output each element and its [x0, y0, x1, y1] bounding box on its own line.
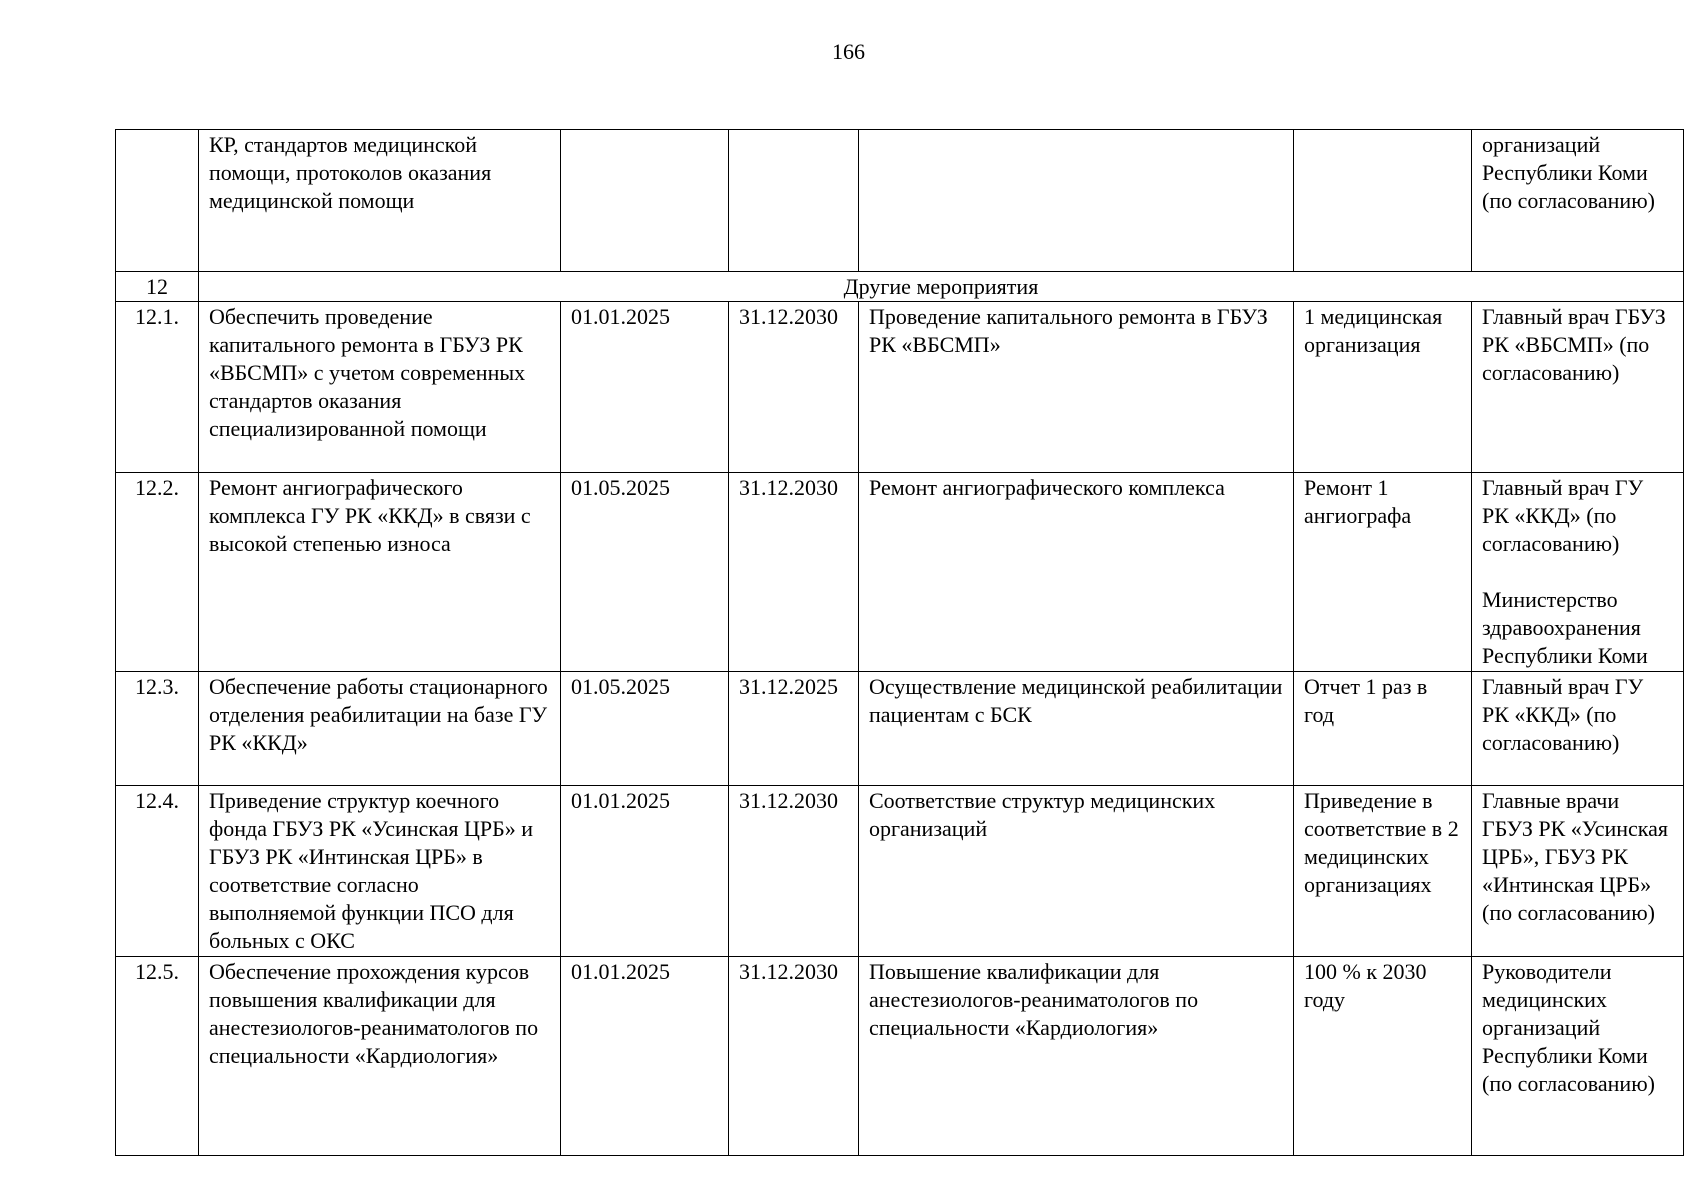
row-responsible: Главный врач ГУ РК «ККД» (по согласованию): [1472, 672, 1684, 786]
row-responsible: Руководители медицинских организаций Республики Коми (по согласованию): [1472, 957, 1684, 1156]
row-activity: Приведение структур коечного фонда ГБУЗ РК «Усинская ЦРБ» и ГБУЗ РК «Интинская ЦРБ» в соответствие согласно выполняемой функции ПСО для больных с ОКС: [199, 786, 561, 957]
row-activity: Ремонт ангиографического комплекса ГУ РК «ККД» в связи с высокой степенью износа: [199, 473, 561, 672]
row-responsible: Главные врачи ГБУЗ РК «Усинская ЦРБ», ГБУЗ РК «Интинская ЦРБ» (по согласованию): [1472, 786, 1684, 957]
continuation-activity-cell: КР, стандартов медицинской помощи, протоколов оказания медицинской помощи: [199, 130, 561, 272]
row-result: Ремонт ангиографического комплекса: [859, 473, 1294, 672]
continuation-end-cell: [729, 130, 859, 272]
section-number: 12: [116, 272, 199, 302]
row-end-date: 31.12.2030: [729, 786, 859, 957]
table-row: [116, 473, 1684, 672]
row-activity: Обеспечение прохождения курсов повышения квалификации для анестезиологов-реаниматологов по специальности «Кардиология»: [199, 957, 561, 1156]
row-end-date: 31.12.2030: [729, 302, 859, 473]
continuation-start-cell: [561, 130, 729, 272]
row-activity: Обеспечить проведение капитального ремонта в ГБУЗ РК «ВБСМП» с учетом современных стандартов оказания специализированной помощи: [199, 302, 561, 473]
section-title: Другие мероприятия: [199, 272, 1684, 302]
table-row: [116, 672, 1684, 786]
row-indicator: 1 медицинская организация: [1294, 302, 1472, 473]
row-start-date: 01.01.2025: [561, 786, 729, 957]
row-number: 12.4.: [116, 786, 199, 957]
row-start-date: 01.01.2025: [561, 302, 729, 473]
row-end-date: 31.12.2025: [729, 672, 859, 786]
row-result: Осуществление медицинской реабилитации пациентам с БСК: [859, 672, 1294, 786]
row-result: Повышение квалификации для анестезиологов-реаниматологов по специальности «Кардиология»: [859, 957, 1294, 1156]
row-start-date: 01.05.2025: [561, 473, 729, 672]
row-activity: Обеспечение работы стационарного отделения реабилитации на базе ГУ РК «ККД»: [199, 672, 561, 786]
row-result: Соответствие структур медицинских организаций: [859, 786, 1294, 957]
continuation-num-cell: [116, 130, 199, 272]
row-indicator: Приведение в соответствие в 2 медицинских организациях: [1294, 786, 1472, 957]
row-end-date: 31.12.2030: [729, 473, 859, 672]
plan-table: [115, 129, 1684, 1156]
row-responsible: Главный врач ГБУЗ РК «ВБСМП» (по согласованию): [1472, 302, 1684, 473]
row-number: 12.2.: [116, 473, 199, 672]
row-result: Проведение капитального ремонта в ГБУЗ РК «ВБСМП»: [859, 302, 1294, 473]
table-row: [116, 302, 1684, 473]
continuation-indicator-cell: [1294, 130, 1472, 272]
row-number: 12.5.: [116, 957, 199, 1156]
row-indicator: Ремонт 1 ангиографа: [1294, 473, 1472, 672]
row-start-date: 01.01.2025: [561, 957, 729, 1156]
row-indicator: 100 % к 2030 году: [1294, 957, 1472, 1156]
section-row: [116, 272, 1684, 302]
continuation-result-cell: [859, 130, 1294, 272]
table-row: [116, 786, 1684, 957]
continuation-row: [116, 130, 1684, 272]
row-end-date: 31.12.2030: [729, 957, 859, 1156]
row-indicator: Отчет 1 раз в год: [1294, 672, 1472, 786]
row-number: 12.1.: [116, 302, 199, 473]
row-number: 12.3.: [116, 672, 199, 786]
page-number: 166: [832, 39, 865, 64]
row-responsible: Главный врач ГУ РК «ККД» (по согласованию) Министерство здравоохранения Республики Коми: [1472, 473, 1684, 672]
row-start-date: 01.05.2025: [561, 672, 729, 786]
table-row: [116, 957, 1684, 1156]
continuation-responsible-cell: организаций Республики Коми (по согласованию): [1472, 130, 1684, 272]
